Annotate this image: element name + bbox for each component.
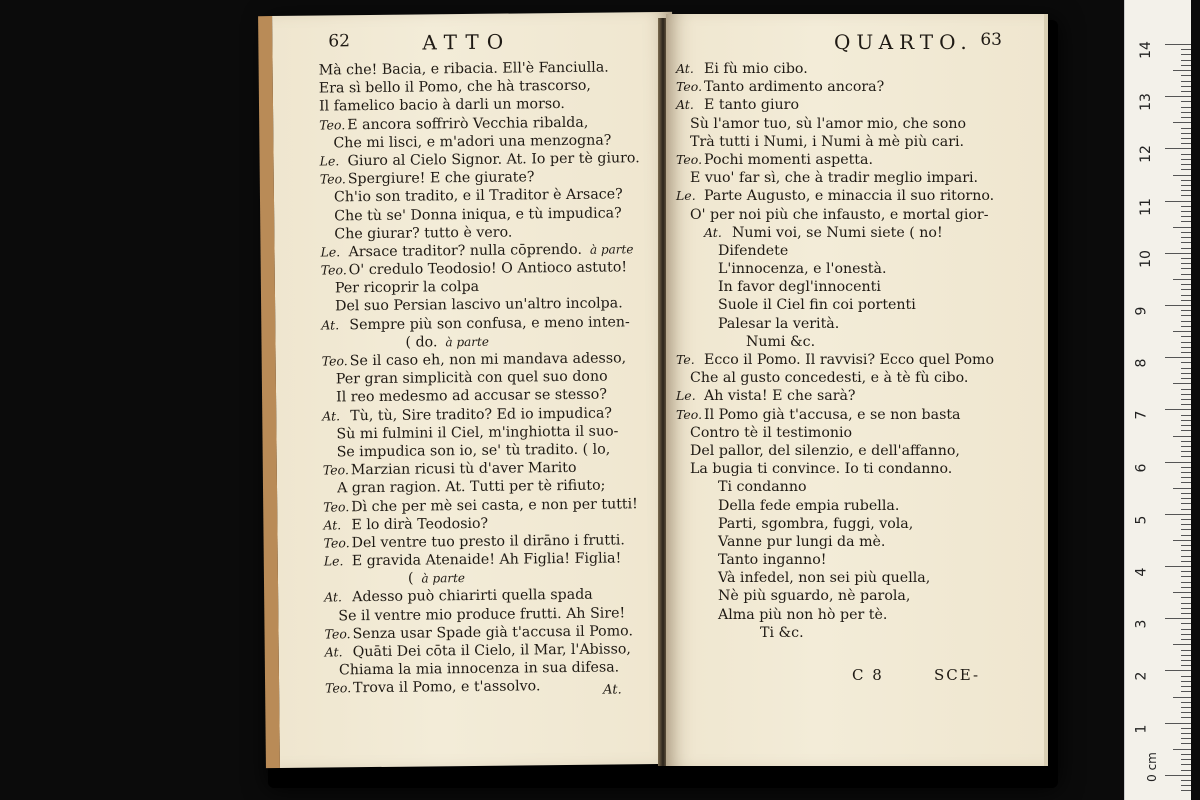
line-text: Ti condanno	[718, 479, 807, 496]
speaker-label: Le.	[320, 244, 341, 260]
speaker-label: Teo.	[324, 626, 351, 642]
ruler-tick	[1181, 404, 1191, 405]
ruler-tick	[1173, 592, 1191, 593]
ruler-tick	[1181, 321, 1191, 322]
line-text: Alma più non hò per tè.	[718, 606, 888, 623]
stage-direction: à parte	[445, 334, 489, 350]
line-text: (	[407, 570, 414, 587]
line-text: E ancora soffrirò Vecchia ribalda,	[347, 114, 589, 133]
ruler-number: 13	[1137, 93, 1154, 112]
ruler-tick	[1181, 180, 1191, 181]
line-text: Che al gusto concedesti, e à tè fù cibo.	[690, 370, 969, 387]
ruler-tick	[1181, 712, 1191, 713]
line-text: Contro tè il testimonio	[690, 424, 853, 441]
ruler-tick	[1165, 514, 1191, 515]
ruler-tick	[1181, 195, 1191, 196]
right-text-block	[676, 60, 1028, 642]
ruler-tick	[1181, 258, 1191, 259]
line-text: E tanto giuro	[704, 97, 799, 114]
ruler-tick	[1181, 691, 1191, 692]
ruler-unit-label: 0 cm	[1144, 752, 1159, 782]
ruler-tick	[1181, 498, 1191, 499]
ruler-tick	[1181, 634, 1191, 635]
text-line	[676, 442, 1028, 460]
line-text: Ah vista! E che sarà?	[704, 388, 856, 405]
ruler-tick	[1181, 754, 1191, 755]
ruler-tick	[1181, 650, 1191, 651]
ruler-tick	[1181, 582, 1191, 583]
line-text: Se il ventre mio produce frutti. Ah Sire!	[338, 605, 626, 625]
ruler-tick	[1181, 159, 1191, 160]
line-text: Il Pomo già t'accusa, e se non basta	[704, 406, 961, 423]
line-text: Quāti Dei cōta il Cielo, il Mar, l'Abisso,	[352, 641, 631, 661]
ruler-tick	[1165, 253, 1191, 254]
ruler-tick	[1181, 112, 1191, 113]
ruler-tick	[1181, 268, 1191, 269]
speaker-label: At.	[704, 224, 722, 240]
ruler-tick	[1165, 409, 1191, 410]
ruler-number: 5	[1133, 515, 1150, 525]
ruler-tick	[1181, 597, 1191, 598]
ruler-tick	[1181, 101, 1191, 102]
ruler-tick	[1181, 420, 1191, 421]
ruler-tick	[1181, 707, 1191, 708]
ruler-number: 14	[1137, 41, 1154, 59]
line-text: Spergiure! E che giurate?	[347, 169, 535, 188]
text-line	[676, 60, 1028, 78]
ruler-tick	[1181, 738, 1191, 739]
line-text: Per ricoprir la colpa	[334, 279, 480, 297]
line-text: Giuro al Cielo Signor. At. Io per tè giuro.	[347, 150, 640, 170]
ruler-tick	[1181, 681, 1191, 682]
ruler-tick	[1181, 347, 1191, 348]
ruler-tick	[1165, 670, 1191, 671]
ruler-tick	[1165, 305, 1191, 306]
speaker-label: Teo.	[319, 171, 346, 187]
ruler-tick	[1181, 780, 1191, 781]
line-text: Se impudica son io, se' tù tradito. ( lo,	[336, 441, 611, 461]
line-text: E lo dirà Teodosio?	[351, 515, 489, 533]
speaker-label: Teo.	[323, 498, 350, 515]
ruler-tick	[1181, 368, 1191, 369]
line-text: Del ventre tuo presto il dirāno i frutti.	[351, 532, 625, 552]
ruler-tick	[1181, 394, 1191, 395]
text-line	[676, 187, 1028, 205]
line-text: Ti &c.	[760, 624, 804, 641]
ruler-tick	[1181, 284, 1191, 285]
line-text: Palesar la verità.	[718, 315, 840, 332]
left-catchword: At.	[603, 682, 622, 698]
ruler-tick	[1181, 154, 1191, 155]
ruler-tick	[1181, 482, 1191, 483]
ruler-tick	[1165, 566, 1191, 567]
ruler-tick	[1165, 462, 1191, 463]
text-line	[676, 224, 1028, 242]
text-line	[676, 569, 1028, 587]
line-text: Numi voi, se Numi siete ( no!	[732, 224, 943, 241]
left-running-header: ATTO	[422, 29, 512, 55]
ruler-tick	[1181, 665, 1191, 666]
text-line	[676, 624, 1028, 642]
ruler-tick	[1181, 242, 1191, 243]
ruler-tick	[1181, 728, 1191, 729]
ruler-tick	[1181, 221, 1191, 222]
ruler-tick	[1181, 133, 1191, 134]
speaker-label: Le.	[676, 388, 696, 404]
ruler-number: 6	[1133, 463, 1150, 473]
line-text: Chiama la mia innocenza in sua difesa.	[338, 659, 620, 679]
stage-direction: à parte	[589, 242, 634, 257]
ruler-number: 10	[1137, 249, 1154, 268]
ruler-tick	[1181, 425, 1191, 426]
line-text: Che mi lisci, e m'adori una menzogna?	[333, 132, 612, 152]
line-text: Che tù se' Donna iniqua, e tù impudica?	[334, 204, 622, 224]
line-text: La bugia ti convince. Io ti condanno.	[690, 461, 953, 478]
speaker-label: Teo.	[676, 151, 703, 167]
ruler-tick	[1173, 227, 1191, 228]
ruler-tick	[1181, 550, 1191, 551]
ruler-tick	[1181, 608, 1191, 609]
ruler-tick	[1181, 60, 1191, 61]
ruler-tick	[1181, 362, 1191, 363]
text-line	[676, 115, 1028, 133]
right-running-header: QUARTO.	[834, 30, 973, 54]
line-text: Il reo medesmo ad accusar se stesso?	[335, 386, 607, 406]
ruler-tick	[1165, 618, 1191, 619]
line-text: A gran ragion. At. Tutti per tè rifiuto;	[336, 477, 606, 497]
ruler-tick	[1181, 336, 1191, 337]
ruler-tick	[1181, 206, 1191, 207]
line-text: O' per noi più che infausto, e mortal gior-	[690, 206, 989, 223]
line-text: Suole il Ciel fin coi portenti	[718, 297, 916, 314]
line-text: Del suo Persian lascivo un'altro incolpa.	[335, 295, 623, 315]
speaker-label: Teo.	[325, 680, 352, 696]
ruler-tick	[1181, 446, 1191, 447]
speaker-label: Le.	[676, 188, 696, 204]
text-line	[676, 606, 1028, 624]
line-text: Mà che! Bacia, e ribacia. Ell'è Fanciulla.	[318, 59, 609, 79]
text-line	[676, 587, 1028, 605]
ruler-tick	[1173, 644, 1191, 645]
line-text: Trà tutti i Numi, i Numi à mè più cari.	[690, 133, 965, 150]
line-text: Era sì bello il Pomo, che hà trascorso,	[318, 77, 591, 97]
line-text: Sempre più son confusa, e meno inten-	[349, 313, 630, 333]
right-page	[666, 14, 1048, 766]
ruler-tick	[1181, 143, 1191, 144]
ruler-tick	[1181, 49, 1191, 50]
speaker-label: Le.	[323, 553, 344, 569]
ruler-tick	[1181, 561, 1191, 562]
speaker-label: Teo.	[676, 406, 703, 422]
ruler-tick	[1181, 211, 1191, 212]
ruler-tick	[1181, 493, 1191, 494]
ruler-tick	[1181, 529, 1191, 530]
ruler-tick	[1181, 54, 1191, 55]
left-page-number: 62	[328, 31, 351, 52]
ruler-tick	[1165, 723, 1191, 724]
ruler-number: 3	[1133, 619, 1150, 629]
ruler-tick	[1181, 315, 1191, 316]
speaker-label: At.	[676, 61, 694, 76]
ruler-tick	[1181, 373, 1191, 374]
line-text: Per gran simplicità con quel suo dono	[335, 368, 608, 388]
speaker-label: Teo.	[323, 535, 350, 551]
speaker-label: At.	[323, 517, 342, 533]
line-text: Sù l'amor tuo, sù l'amor mio, che sono	[690, 115, 967, 132]
ruler-tick	[1181, 785, 1191, 786]
ruler-tick	[1181, 190, 1191, 191]
speaker-label: Te.	[676, 352, 695, 367]
line-text: Parti, sgombra, fuggi, vola,	[718, 515, 914, 532]
text-line	[676, 351, 1028, 369]
ruler-tick	[1181, 81, 1191, 82]
ruler-tick	[1181, 676, 1191, 677]
ruler-tick	[1173, 175, 1191, 176]
line-text: O' credulo Teodosio! O Antioco astuto!	[348, 259, 628, 279]
text-line	[676, 242, 1028, 260]
line-text: E gravida Atenaide! Ah Figlia! Figlia!	[351, 550, 622, 570]
text-line	[676, 133, 1028, 151]
line-text: Dì che per mè sei casta, e non per tutti!	[351, 495, 638, 515]
ruler-tick	[1173, 540, 1191, 541]
ruler-tick	[1181, 295, 1191, 296]
ruler-tick	[1181, 764, 1191, 765]
ruler-tick	[1181, 399, 1191, 400]
ruler-tick	[1173, 436, 1191, 437]
line-text: Il famelico bacio à darli un morso.	[318, 96, 565, 115]
speaker-label: At.	[324, 589, 343, 605]
line-text: Sù mi fulmini il Ciel, m'inghiotta il suo-	[336, 423, 619, 443]
ruler-tick	[1181, 655, 1191, 656]
ruler-tick	[1181, 164, 1191, 165]
ruler-tick	[1181, 733, 1191, 734]
ruler-tick	[1181, 248, 1191, 249]
ruler-tick	[1181, 169, 1191, 170]
ruler-tick	[1181, 477, 1191, 478]
line-text: Arsace traditor? nulla cōprendo.	[348, 241, 583, 261]
ruler-tick	[1173, 383, 1191, 384]
line-text: Ch'io son tradito, e il Traditor è Arsace?	[333, 186, 623, 206]
ruler-tick	[1181, 702, 1191, 703]
speaker-label: Teo.	[322, 462, 349, 478]
line-text: Senza usar Spade già t'accusa il Pomo.	[352, 623, 634, 643]
line-text: Ecco il Pomo. Il ravvisi? Ecco quel Pomo	[704, 352, 995, 368]
measuring-ruler	[1124, 0, 1191, 800]
text-line	[676, 551, 1028, 569]
line-text: ( do.	[405, 334, 438, 351]
ruler-number: 12	[1137, 145, 1154, 164]
ruler-tick	[1181, 623, 1191, 624]
signature-mark: C 8	[852, 666, 884, 684]
ruler-tick	[1181, 326, 1191, 327]
line-text: Trova il Pomo, e t'assolvo.	[353, 678, 541, 697]
speaker-label: Teo.	[321, 353, 348, 369]
speaker-label: Teo.	[319, 116, 346, 133]
ruler-tick	[1181, 216, 1191, 217]
stage-direction: à parte	[421, 571, 466, 586]
line-text: Ei fù mio cibo.	[704, 61, 808, 77]
speaker-label: At.	[321, 316, 340, 333]
ruler-tick	[1181, 274, 1191, 275]
line-text: Vanne pur lungi da mè.	[718, 533, 886, 550]
ruler-tick	[1181, 389, 1191, 390]
line-text: Và infedel, non sei più quella,	[718, 570, 931, 587]
line-text: Del pallor, del silenzio, e dell'affanno,	[690, 442, 960, 459]
text-line	[676, 533, 1028, 551]
ruler-tick	[1181, 352, 1191, 353]
left-text-block	[319, 58, 666, 698]
ruler-tick	[1181, 759, 1191, 760]
ruler-tick	[1181, 107, 1191, 108]
line-text: Adesso può chiarirti quella spada	[352, 587, 593, 606]
ruler-tick	[1181, 639, 1191, 640]
ruler-tick	[1181, 790, 1191, 791]
ruler-tick	[1181, 743, 1191, 744]
ruler-number: 1	[1133, 724, 1150, 734]
ruler-tick	[1173, 749, 1191, 750]
line-text: Che giurar? tutto è vero.	[334, 224, 513, 243]
line-text: Nè più sguardo, nè parola,	[718, 588, 911, 605]
text-line	[676, 206, 1028, 224]
ruler-tick	[1181, 185, 1191, 186]
ruler-tick	[1173, 122, 1191, 123]
ruler-number: 7	[1133, 410, 1150, 420]
ruler-tick	[1181, 430, 1191, 431]
line-text: Difendete	[718, 242, 789, 259]
ruler-number: 9	[1133, 306, 1150, 316]
ruler-number: 11	[1137, 197, 1154, 216]
ruler-tick	[1165, 357, 1191, 358]
ruler-tick	[1181, 556, 1191, 557]
text-line	[676, 460, 1028, 478]
ruler-tick	[1181, 524, 1191, 525]
ruler-tick	[1181, 65, 1191, 66]
ruler-tick	[1181, 86, 1191, 87]
speaker-label: Teo.	[320, 262, 347, 278]
text-line	[676, 96, 1028, 114]
line-text: Numi &c.	[746, 333, 816, 350]
ruler-tick	[1173, 331, 1191, 332]
text-line	[676, 278, 1028, 296]
line-text: Tù, tù, Sire tradito? Ed io impudica?	[350, 405, 613, 424]
ruler-tick	[1181, 232, 1191, 233]
line-text: Parte Augusto, e minaccia il suo ritorno.	[704, 188, 995, 205]
left-page	[258, 12, 680, 768]
ruler-tick	[1181, 342, 1191, 343]
ruler-tick	[1181, 310, 1191, 311]
ruler-number: 4	[1133, 567, 1150, 577]
line-text: Della fede empia rubella.	[718, 497, 900, 514]
ruler-tick	[1181, 456, 1191, 457]
ruler-tick	[1181, 91, 1191, 92]
ruler-tick	[1181, 770, 1191, 771]
line-text: Pochi momenti aspetta.	[704, 151, 873, 168]
text-line	[676, 424, 1028, 442]
ruler-number: 2	[1133, 671, 1150, 681]
text-line	[676, 296, 1028, 314]
ruler-tick	[1181, 519, 1191, 520]
speaker-label: Le.	[319, 153, 340, 169]
line-text: In favor degl'innocenti	[718, 279, 881, 296]
ruler-tick	[1181, 613, 1191, 614]
ruler-tick	[1181, 300, 1191, 301]
ruler-tick	[1181, 509, 1191, 510]
ruler-tick	[1181, 263, 1191, 264]
ruler-tick	[1181, 237, 1191, 238]
right-page-number: 63	[980, 30, 1002, 50]
line-text: Se il caso eh, non mi mandava adesso,	[349, 350, 627, 370]
ruler-tick	[1181, 451, 1191, 452]
text-line	[676, 515, 1028, 533]
line-text: E vuo' far sì, che à tradir meglio impari.	[690, 170, 979, 187]
ruler-tick	[1181, 415, 1191, 416]
ruler-tick	[1181, 441, 1191, 442]
text-line	[676, 315, 1028, 333]
text-line	[676, 169, 1028, 187]
ruler-number: 8	[1133, 358, 1150, 368]
text-line	[676, 260, 1028, 278]
ruler-tick	[1181, 138, 1191, 139]
ruler-tick	[1181, 378, 1191, 379]
ruler-tick	[1181, 117, 1191, 118]
line-text: Marzian ricusi tù d'aver Marito	[350, 460, 577, 479]
ruler-tick	[1173, 697, 1191, 698]
ruler-tick	[1181, 603, 1191, 604]
ruler-tick	[1181, 576, 1191, 577]
text-line	[676, 406, 1028, 424]
ruler-tick	[1181, 75, 1191, 76]
ruler-tick	[1165, 148, 1191, 149]
ruler-tick	[1181, 660, 1191, 661]
ruler-tick	[1165, 201, 1191, 202]
speaker-label: At.	[322, 407, 341, 424]
text-line	[676, 78, 1028, 96]
ruler-tick	[1165, 44, 1191, 45]
ruler-tick	[1165, 96, 1191, 97]
ruler-tick	[1181, 545, 1191, 546]
ruler-tick	[1173, 279, 1191, 280]
line-text: Tanto ardimento ancora?	[704, 79, 885, 96]
text-line	[676, 369, 1028, 387]
right-catchword: SCE-	[934, 666, 981, 684]
text-line	[676, 151, 1028, 169]
speaker-label: At.	[324, 644, 343, 660]
text-line	[676, 333, 1028, 351]
speaker-label: At.	[676, 97, 694, 113]
ruler-tick	[1181, 472, 1191, 473]
ruler-tick	[1181, 128, 1191, 129]
speaker-label: Teo.	[676, 79, 703, 95]
line-text: Tanto inganno!	[718, 552, 827, 569]
ruler-tick	[1173, 488, 1191, 489]
line-text: L'innocenza, e l'onestà.	[718, 261, 887, 278]
ruler-tick	[1165, 775, 1191, 776]
text-line	[676, 478, 1028, 496]
text-line	[676, 497, 1028, 515]
ruler-tick	[1181, 629, 1191, 630]
ruler-tick	[1181, 717, 1191, 718]
ruler-tick	[1181, 289, 1191, 290]
ruler-tick	[1181, 503, 1191, 504]
ruler-tick	[1181, 571, 1191, 572]
text-line	[676, 387, 1028, 405]
ruler-tick	[1181, 535, 1191, 536]
ruler-tick	[1181, 587, 1191, 588]
ruler-tick	[1173, 70, 1191, 71]
ruler-tick	[1181, 686, 1191, 687]
ruler-tick	[1181, 467, 1191, 468]
